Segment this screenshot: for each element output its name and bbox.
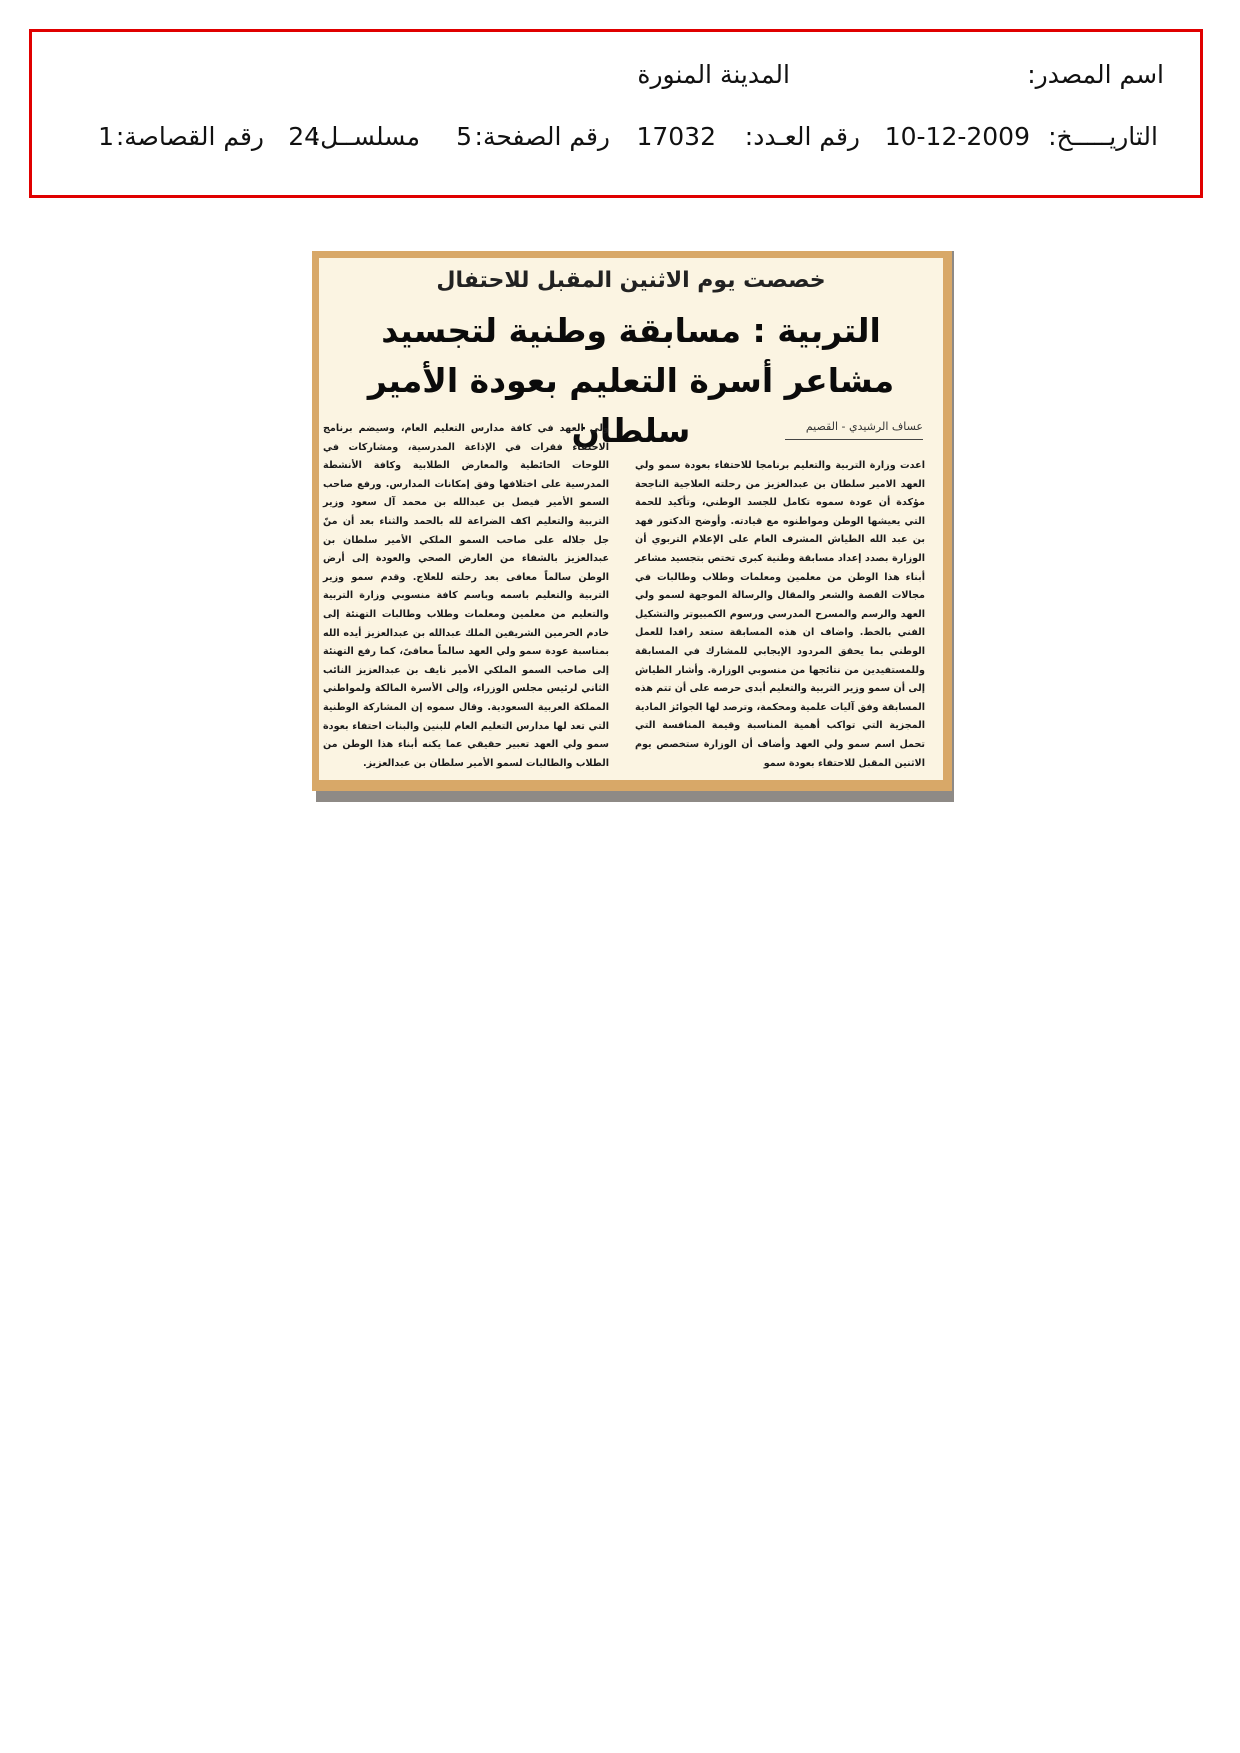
issue-value: 17032 bbox=[636, 122, 716, 151]
clip-number-value: 1 bbox=[98, 122, 114, 151]
date-label: التاريـــــخ: bbox=[1048, 122, 1158, 151]
clipping-metadata-box bbox=[29, 29, 1203, 198]
article-column-left bbox=[323, 420, 609, 773]
article-column-right bbox=[635, 457, 925, 773]
headline-line-1: التربية : مسابقة وطنية لتجسيد bbox=[381, 311, 881, 350]
issue-label: رقم العـدد: bbox=[744, 122, 860, 151]
serial-value: 24 bbox=[288, 122, 320, 151]
article-byline: عساف الرشيدي - القصيم bbox=[785, 420, 923, 440]
article-body-right: اعدت وزارة التربية والتعليم برنامجا للاحتفاء بعودة سمو ولي العهد الامير سلطان بن عبدالعزيز من رحلته العلاجية الناجحة مؤكدة أن عودة سموه تكامل للجسد الوطني، وتأكيد للحمة التي يعيشها الوطن ومواطنوه مع قيادته. وأوضح الدكتور فهد بن عبد الله الطياش المشرف العام على الإعلام التربوي أن الوزارة بصدد إعداد مسابقة وطنية كبرى تختص بتجسيد مشاعر أبناء هذا الوطن من معلمين ومعلمات وطلاب وطالبات في مجالات القصة والشعر والمقال والرسالة الموجهة لسمو ولي العهد والرسم والمسرح المدرسي ورسوم الكمبيوتر والتشكيل الفني بالخط. واضاف ان هذه المسابقة ستعد رافدا للعمل الوطني بما يحقق المردود الإيجابي للمشارك في المسابقة وللمستفيدين من نتائجها من منسوبي الوزارة. وأشار الطياش إلى أن سمو وزير التربية والتعليم أبدى حرصه على أن تتم هذه المسابقة وفق آليات علمية ومحكمة، وترصد لها الجوائز المادية المجزية التي تواكب أهمية المناسبة وقيمة المنافسة التي تحمل اسم سمو ولي العهد وأضاف أن الوزارة ستخصص يوم الاثنين المقبل للاحتفاء بعودة سمو bbox=[635, 460, 925, 769]
source-label: اسم المصدر: bbox=[1027, 60, 1164, 89]
metadata-row-details bbox=[32, 122, 1200, 162]
article-body-left: ولي العهد في كافة مدارس التعليم العام، وسيضم برنامج الاحتفاء فقرات في الإذاعة المدرسية، ومشاركات في اللوحات الحائطية والمعارض الطلابية وكافة الأنشطة المدرسية على اختلافها وفق إمكانات المدارس. ورفع صاحب السمو الأمير فيصل بن عبدالله بن محمد آل سعود وزير التربية والتعليم اكف الضراعة لله بالحمد والثناء بعد أن منّ جل جلاله على صاحب السمو الملكي الأمير سلطان بن عبدالعزيز بالشفاء من العارض الصحي والعودة إلى أرض الوطن سالماً معافى بعد رحلته للعلاج. وقدم سمو وزير التربية والتعليم باسمه وباسم كافة منسوبي وزارة التربية والتعليم من معلمين ومعلمات وطلاب وطالبات التهنئة إلى خادم الحرمين الشريفين الملك عبدالله بن عبدالعزيز أيده الله بمناسبة عودة سمو ولي العهد سالماً معافىً، كما رفع التهنئة إلى صاحب السمو الملكي الأمير نايف بن عبدالعزيز النائب الثاني لرئيس مجلس الوزراء، وإلى الأسرة المالكة ولمواطني المملكة العربية السعودية. وقال سموه إن المشاركة الوطنية التي تعد لها مدارس التعليم العام للبنين والبنات احتفاء بعودة سمو ولي العهد تعبير حقيقي عما يكنه أبناء هذا الوطن من الطلاب والطالبات لسمو الأمير سلطان بن عبدالعزيز. bbox=[323, 423, 609, 769]
newspaper-clipping bbox=[319, 258, 943, 780]
metadata-row-source bbox=[32, 60, 1200, 100]
page-value: 5 bbox=[456, 122, 472, 151]
clip-number-label: رقم القصاصة: bbox=[115, 122, 264, 151]
date-value: 10-12-2009 bbox=[884, 122, 1030, 151]
article-kicker: خصصت يوم الاثنين المقبل للاحتفال bbox=[436, 268, 826, 293]
source-value: المدينة المنورة bbox=[637, 60, 790, 89]
page-label: رقم الصفحة: bbox=[474, 122, 610, 151]
serial-label: مسلســل: bbox=[311, 122, 420, 151]
headline-line-2: مشاعر أسرة التعليم بعودة الأمير سلطان bbox=[367, 361, 895, 450]
